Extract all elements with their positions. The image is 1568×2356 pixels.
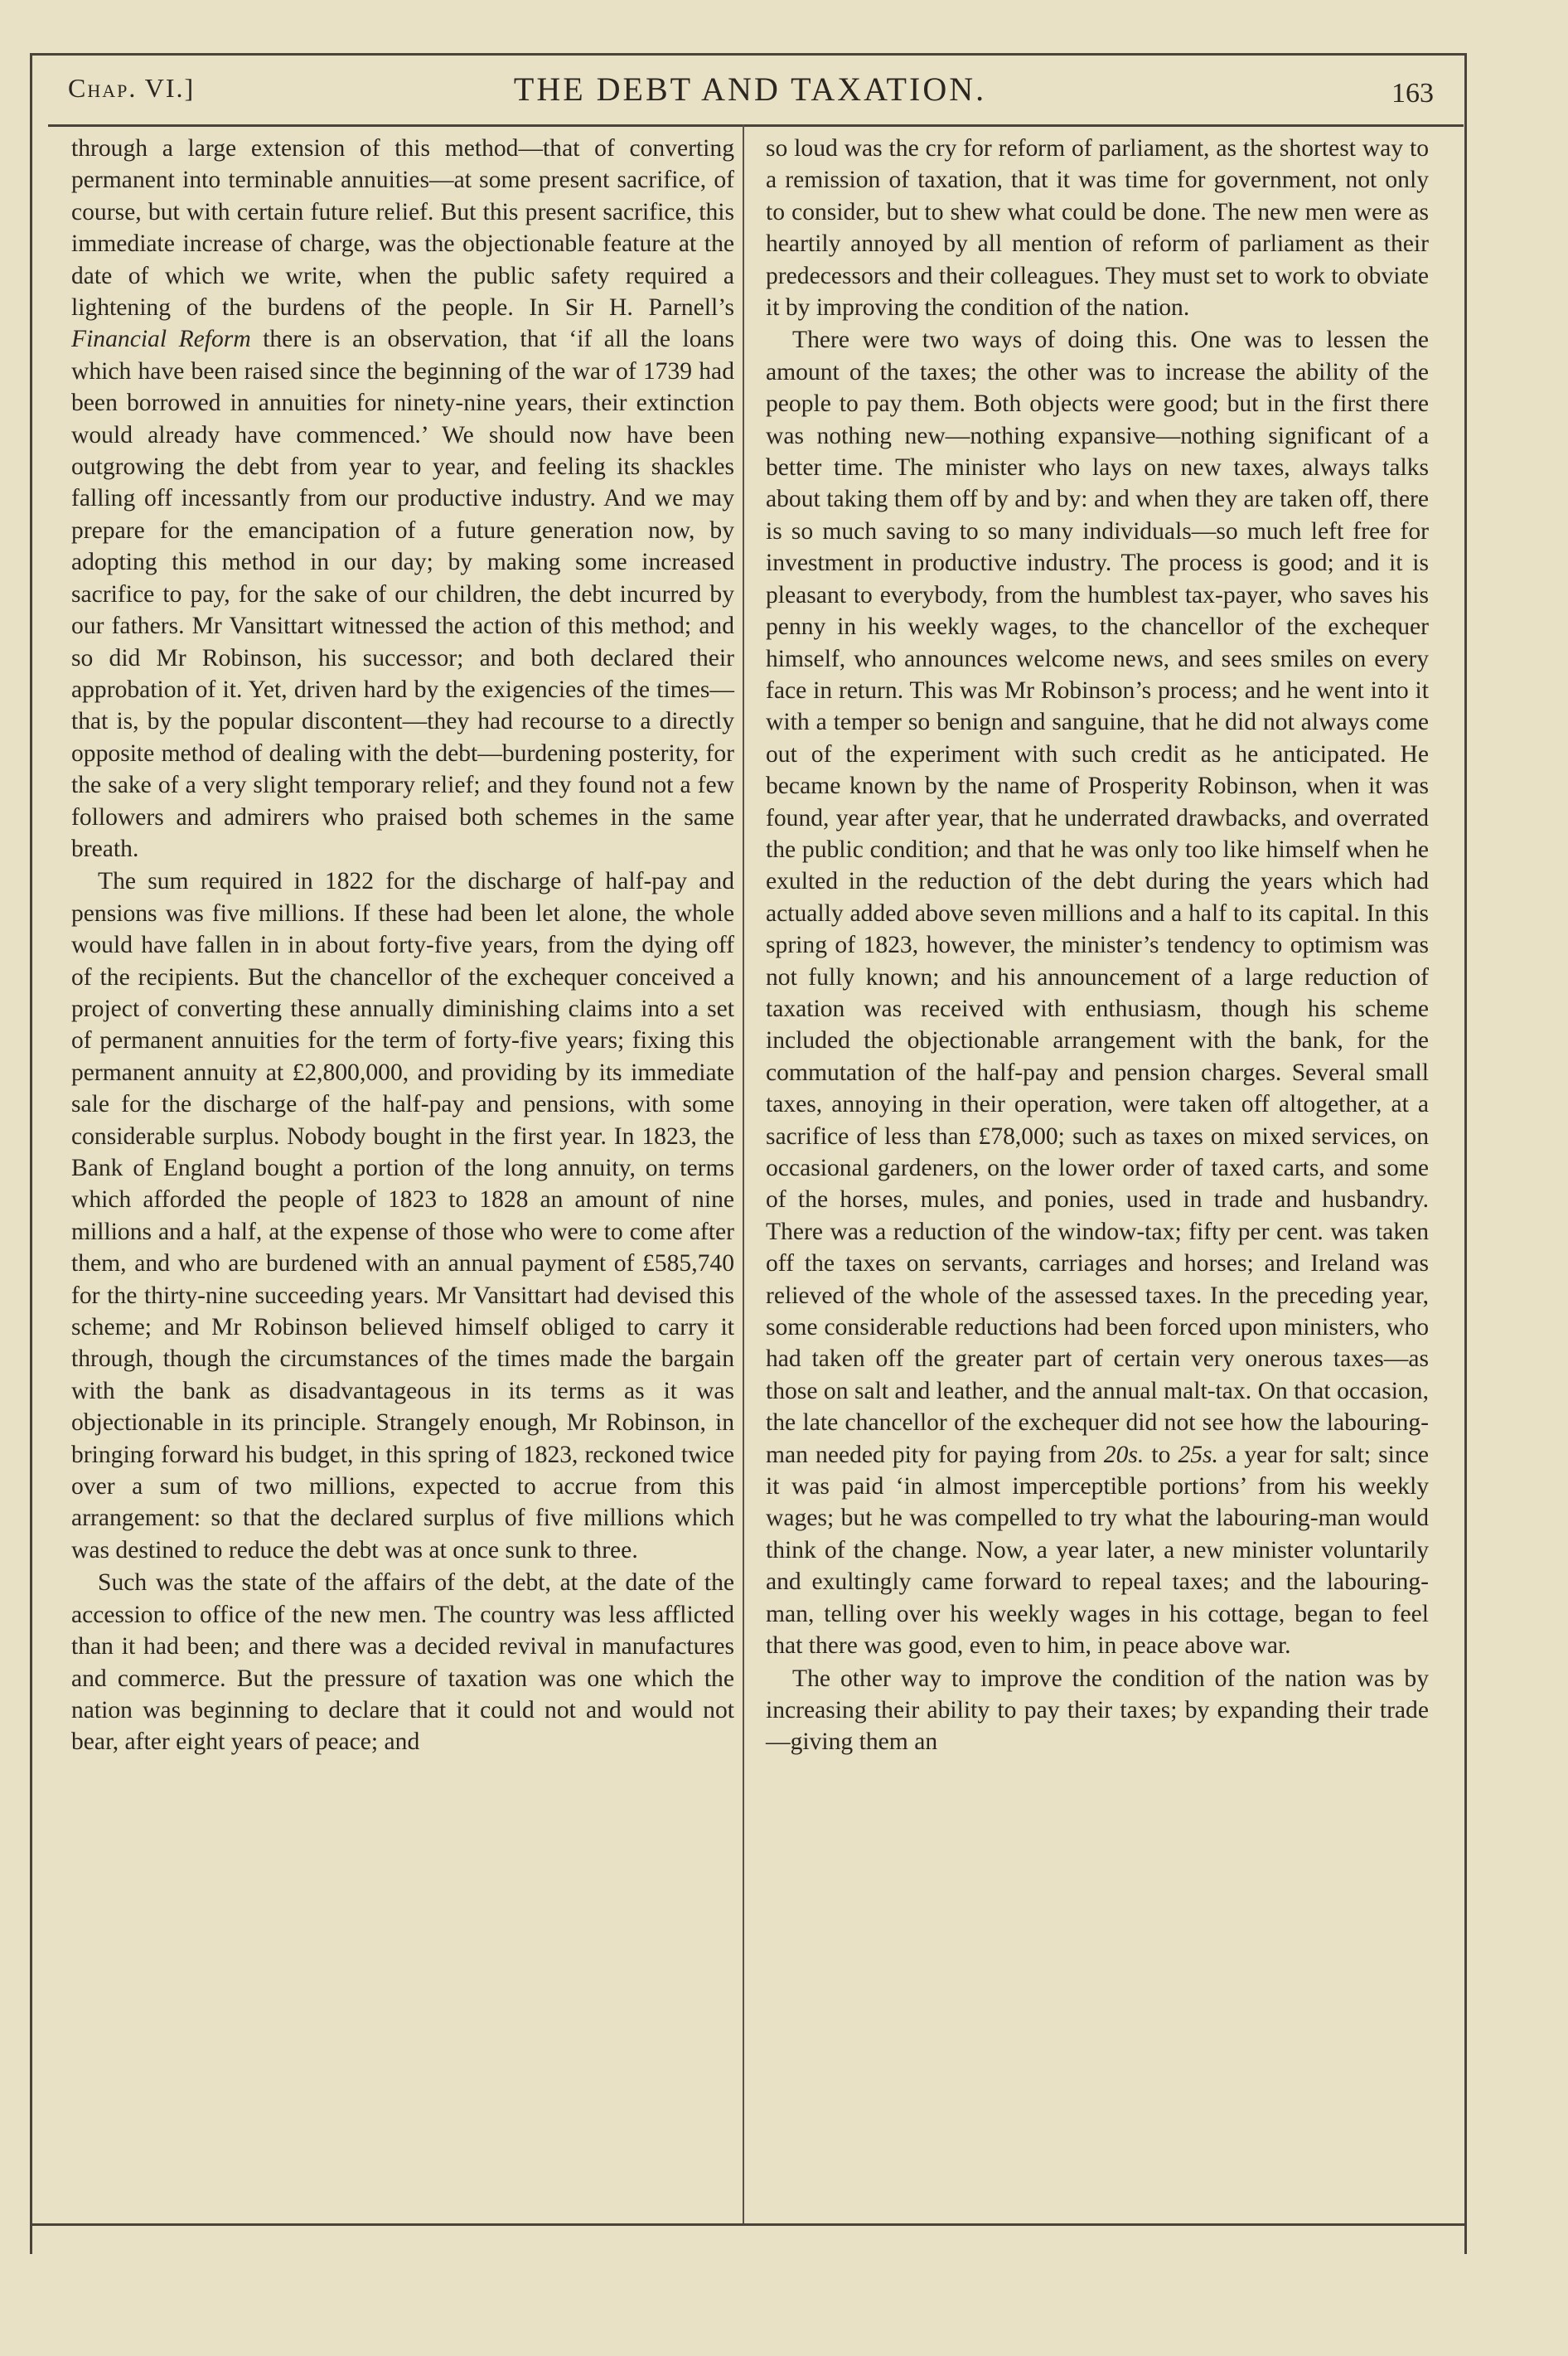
right-paragraph-1: so loud was the cry for reform of parliament, as the shortest way to a remission of taxation, that it was time for government, not only to consider, but to shew what could be done. The new men were as heartily annoyed by all mention of reform of parliament as their predecessors and their colleagues. They must set to work to obviate it by improving the condition of the nation. xyxy=(766,135,1429,322)
bottom-rule xyxy=(30,2223,1467,2226)
left-column xyxy=(71,133,734,1758)
page-number: 163 xyxy=(1391,78,1434,109)
running-header xyxy=(50,65,1450,119)
left-paragraph-2: The sum required in 1822 for the discharge of half-pay and pensions was five millions. If these had been let alone, the whole would have fallen in in about forty-five years, from the dying off of the recipients. But the chancellor of the exchequer conceived a project of converting these annually diminishing claims into a set of permanent annuities for the term of forty-five years; fixing this permanent annuity at £2,800,000, and providing by its immediate sale for the discharge of the half-pay and pensions, with some considerable surplus. Nobody bought in the first year. In 1823, the Bank of England bought a portion of the long annuity, on terms which afforded the people of 1823 to 1828 an amount of nine millions and a half, at the expense of those who were to come after them, and who are burdened with an annual payment of £585,740 for the thirty-nine succeeding years. Mr Vansittart had devised this scheme; and Mr Robinson believed himself obliged to carry it through, though the circumstances of the times made the bargain with the bank as disadvantageous in its terms as it was objectionable in its principle. Strangely enough, Mr Robinson, in bringing forward his budget, in this spring of 1823, reckoned twice over a sum of two millions, expected to accrue from this arrangement: so that the declared surplus of five millions which was destined to reduce the debt was at once sunk to three. xyxy=(71,868,734,1563)
left-paragraph-1: through a large extension of this method—that of converting permanent into terminable annuities—at some present sacrifice, of course, but with certain future relief. But this present sacrifice, this immediate increase of charge, was the objectionable feature at the date of which we write, when the public safety required a lightening of the burdens of the people. In Sir H. Parnell’s Financial Reform there is an observation, that ‘if all the loans which have been raised since the beginning of the war of 1739 had been borrowed in annuities for ninety-nine years, their extinction would already have commenced.’ We should now have been outgrowing the debt from year to year, and feeling its shackles falling off incessantly from our productive industry. And we may prepare for the emancipation of a future generation now, by adopting this method in our day; by making some increased sacrifice to pay, for the sake of our children, the debt incurred by our fathers. Mr Vansittart witnessed the action of this method; and so did Mr Robinson, his successor; and both declared their approbation of it. Yet, driven hard by the exigencies of the times—that is, by the popular discontent—they had recourse to a directly opposite method of dealing with the debt—burdening posterity, for the sake of a very slight temporary relief; and they found not a few followers and admirers who praised both schemes in the same breath. xyxy=(71,135,734,862)
header-rule xyxy=(48,124,1464,127)
right-column xyxy=(766,133,1429,1758)
chapter-label: Chap. VI.] xyxy=(68,73,196,103)
right-paragraph-2: There were two ways of doing this. One was to lessen the amount of the taxes; the other was to increase the ability of the people to pay them. Both objects were good; but in the first there was nothing new—nothing expansive—nothing significant of a better time. The minister who lays on new taxes, always talks about taking them off by and by: and when they are taken off, there is so much saving to so many individuals—so much left free for investment in productive industry. The process is good; and it is pleasant to everybody, from the humblest tax-payer, who saves his penny in his weekly wages, to the chancellor of the exchequer himself, who announces welcome news, and sees smiles on every face in return. This was Mr Robinson’s process; and he went into it with a temper so benign and sanguine, that he did not always come out of the experiment with such credit as he anticipated. He became known by the name of Prosperity Robinson, when it was found, year after year, that he underrated drawbacks, and overrated the public condition; and that he was only too like himself when he exulted in the reduction of the debt during the years which had actually added above seven millions and a half to its capital. In this spring of 1823, however, the minister’s tendency to optimism was not fully known; and his announcement of a large reduction of taxation was received with enthusiasm, though his scheme included the objectionable arrangement with the bank, for the commutation of the half-pay and pension charges. Several small taxes, annoying in their operation, were taken off altogether, at a sacrifice of less than £78,000; such as taxes on mixed services, on occasional gardeners, on the lower order of taxed carts, and some of the horses, mules, and ponies, used in trade and husbandry. There was a reduction of the window-tax; fifty per cent. was taken off the taxes on servants, carriages and horses; and Ireland was relieved of the whole of the assessed taxes. In the preceding year, some considerable reductions had been forced upon ministers, who had taken off the greater part of certain very onerous taxes—as those on salt and leather, and the annual malt-tax. On that occasion, the late chancellor of the exchequer did not see how the labouring-man needed pity for paying from 20s. to 25s. a year for salt; since it was paid ‘in almost imperceptible portions’ from his weekly wages; but he was compelled to try what the labouring-man would think of the change. Now, a year later, a new minister voluntarily and exultingly came forward to repeal taxes; and the labouring-man, telling over his weekly wages in his cottage, began to feel that there was good, even to him, in peace above war. xyxy=(766,327,1429,1660)
running-title: THE DEBT AND TAXATION. xyxy=(513,70,987,108)
book-title: Financial Reform xyxy=(71,326,251,353)
right-paragraph-3: The other way to improve the condition of the nation was by increasing their ability to pay their taxes; by expanding their trade—giving them an xyxy=(766,1665,1429,1756)
left-paragraph-3: Such was the state of the affairs of the debt, at the date of the accession to office of the new men. The country was less afflicted than it had been; and there was a decided revival in manufactures and commerce. But the pressure of taxation was one which the nation was beginning to declare that it could not and would not bear, after eight years of peace; and xyxy=(71,1569,734,1756)
column-divider xyxy=(743,124,744,2223)
